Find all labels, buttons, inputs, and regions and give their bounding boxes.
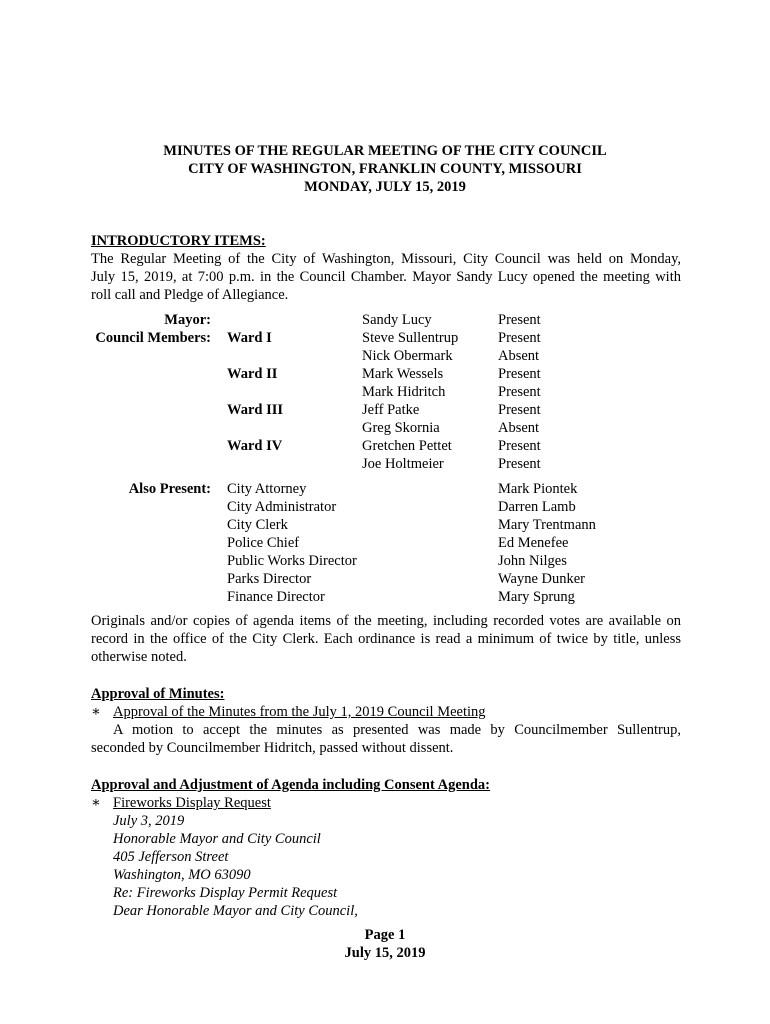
roster-row: [91, 329, 691, 347]
member-status: Present: [498, 384, 541, 400]
staff-name: Ed Menefee: [498, 535, 569, 551]
member-status: Present: [498, 366, 541, 382]
records-line-1: Originals and/or copies of agenda items of the meeting, including recorded votes are available on: [91, 613, 681, 629]
page-footer: [0, 926, 770, 962]
fireworks-letter: [91, 812, 681, 920]
ward-label: Ward III: [227, 402, 284, 418]
member-name: Greg Skornia: [362, 420, 440, 436]
agenda-section: [91, 776, 681, 920]
letter-line: Re: Fireworks Display Permit Request: [113, 885, 338, 901]
agenda-heading: Approval and Adjustment of Agenda including Consent Agenda:: [91, 777, 490, 793]
member-name: Jeff Patke: [362, 402, 420, 418]
fireworks-item-title: Fireworks Display Request: [113, 795, 271, 811]
title-line-3: MONDAY, JULY 15, 2019: [304, 179, 466, 195]
member-status: Absent: [498, 420, 540, 436]
staff-title: Police Chief: [227, 535, 300, 551]
staff-title: Finance Director: [227, 589, 325, 605]
letter-line: Dear Honorable Mayor and City Council,: [113, 903, 358, 919]
ward-label: Ward IV: [227, 438, 283, 454]
also-present-label: Also Present:: [128, 481, 211, 497]
bullet-icon: ∗: [91, 795, 101, 811]
staff-title: City Clerk: [227, 517, 288, 533]
member-name: Sandy Lucy: [362, 312, 432, 328]
records-line-3: otherwise noted.: [91, 649, 187, 665]
staff-row: [91, 570, 691, 588]
member-name: Joe Holtmeier: [362, 456, 444, 472]
document-title: [0, 142, 770, 196]
staff-row: [91, 516, 691, 534]
roster-row: [91, 311, 691, 329]
staff-row: [91, 498, 691, 516]
staff-name: Wayne Dunker: [498, 571, 586, 587]
member-status: Present: [498, 312, 541, 328]
motion-line-2: seconded by Councilmember Hidritch, passed without dissent.: [91, 740, 454, 756]
staff-name: Mark Piontek: [498, 481, 578, 497]
member-status: Absent: [498, 348, 540, 364]
roster-row: [91, 455, 691, 473]
roster-row: [91, 419, 691, 437]
council-roster: [91, 311, 691, 473]
also-present-list: [91, 480, 691, 606]
bullet-icon: ∗: [91, 704, 101, 720]
member-name: Nick Obermark: [362, 348, 453, 364]
staff-title: City Attorney: [227, 481, 307, 497]
approval-of-minutes-heading: Approval of Minutes:: [91, 686, 225, 702]
staff-name: Mary Trentmann: [498, 517, 596, 533]
member-status: Present: [498, 438, 541, 454]
member-name: Mark Hidritch: [362, 384, 446, 400]
member-name: Mark Wessels: [362, 366, 444, 382]
mayor-label: Mayor:: [164, 312, 211, 328]
staff-title: Parks Director: [227, 571, 312, 587]
introductory-heading: INTRODUCTORY ITEMS:: [91, 233, 266, 249]
staff-row: [91, 552, 691, 570]
roster-row: [91, 347, 691, 365]
title-line-2: CITY OF WASHINGTON, FRANKLIN COUNTY, MISSOURI: [188, 161, 582, 177]
ward-label: Ward I: [227, 330, 272, 346]
motion-line-1: A motion to accept the minutes as presented was made by Councilmember Sullentrup,: [113, 722, 681, 738]
minutes-item-title: Approval of the Minutes from the July 1, 2019 Council Meeting: [113, 704, 486, 720]
staff-row: [91, 480, 691, 498]
staff-name: John Nilges: [498, 553, 567, 569]
staff-title: City Administrator: [227, 499, 337, 515]
ward-label: Ward II: [227, 366, 278, 382]
member-name: Steve Sullentrup: [362, 330, 459, 346]
letter-line: Honorable Mayor and City Council: [113, 831, 321, 847]
records-line-2: record in the office of the City Clerk. Each ordinance is read a minimum of twice by title, unless: [91, 631, 681, 647]
staff-title: Public Works Director: [227, 553, 357, 569]
records-note: [91, 612, 681, 666]
staff-row: [91, 588, 691, 606]
letter-line: July 3, 2019: [113, 813, 185, 829]
roster-row: [91, 437, 691, 455]
staff-row: [91, 534, 691, 552]
letter-line: Washington, MO 63090: [113, 867, 251, 883]
council-members-label: Council Members:: [95, 330, 211, 346]
member-status: Present: [498, 402, 541, 418]
title-line-1: MINUTES OF THE REGULAR MEETING OF THE CITY COUNCIL: [163, 143, 607, 159]
intro-line-3: roll call and Pledge of Allegiance.: [91, 287, 289, 303]
introductory-section: [91, 232, 681, 304]
letter-line: 405 Jefferson Street: [113, 849, 229, 865]
roster-row: [91, 365, 691, 383]
member-status: Present: [498, 330, 541, 346]
staff-name: Darren Lamb: [498, 499, 576, 515]
member-status: Present: [498, 456, 541, 472]
member-name: Gretchen Pettet: [362, 438, 452, 454]
roster-row: [91, 383, 691, 401]
intro-line-2: July 15, 2019, at 7:00 p.m. in the Council Chamber. Mayor Sandy Lucy opened the meeting with: [91, 269, 681, 285]
staff-name: Mary Sprung: [498, 589, 575, 605]
page-number: Page 1: [364, 927, 406, 943]
fireworks-item: [91, 794, 681, 812]
footer-date: July 15, 2019: [344, 945, 426, 961]
approval-of-minutes-section: [91, 685, 681, 757]
minutes-item: [91, 703, 681, 721]
intro-line-1: The Regular Meeting of the City of Washington, Missouri, City Council was held on Monday,: [91, 251, 681, 267]
roster-row: [91, 401, 691, 419]
